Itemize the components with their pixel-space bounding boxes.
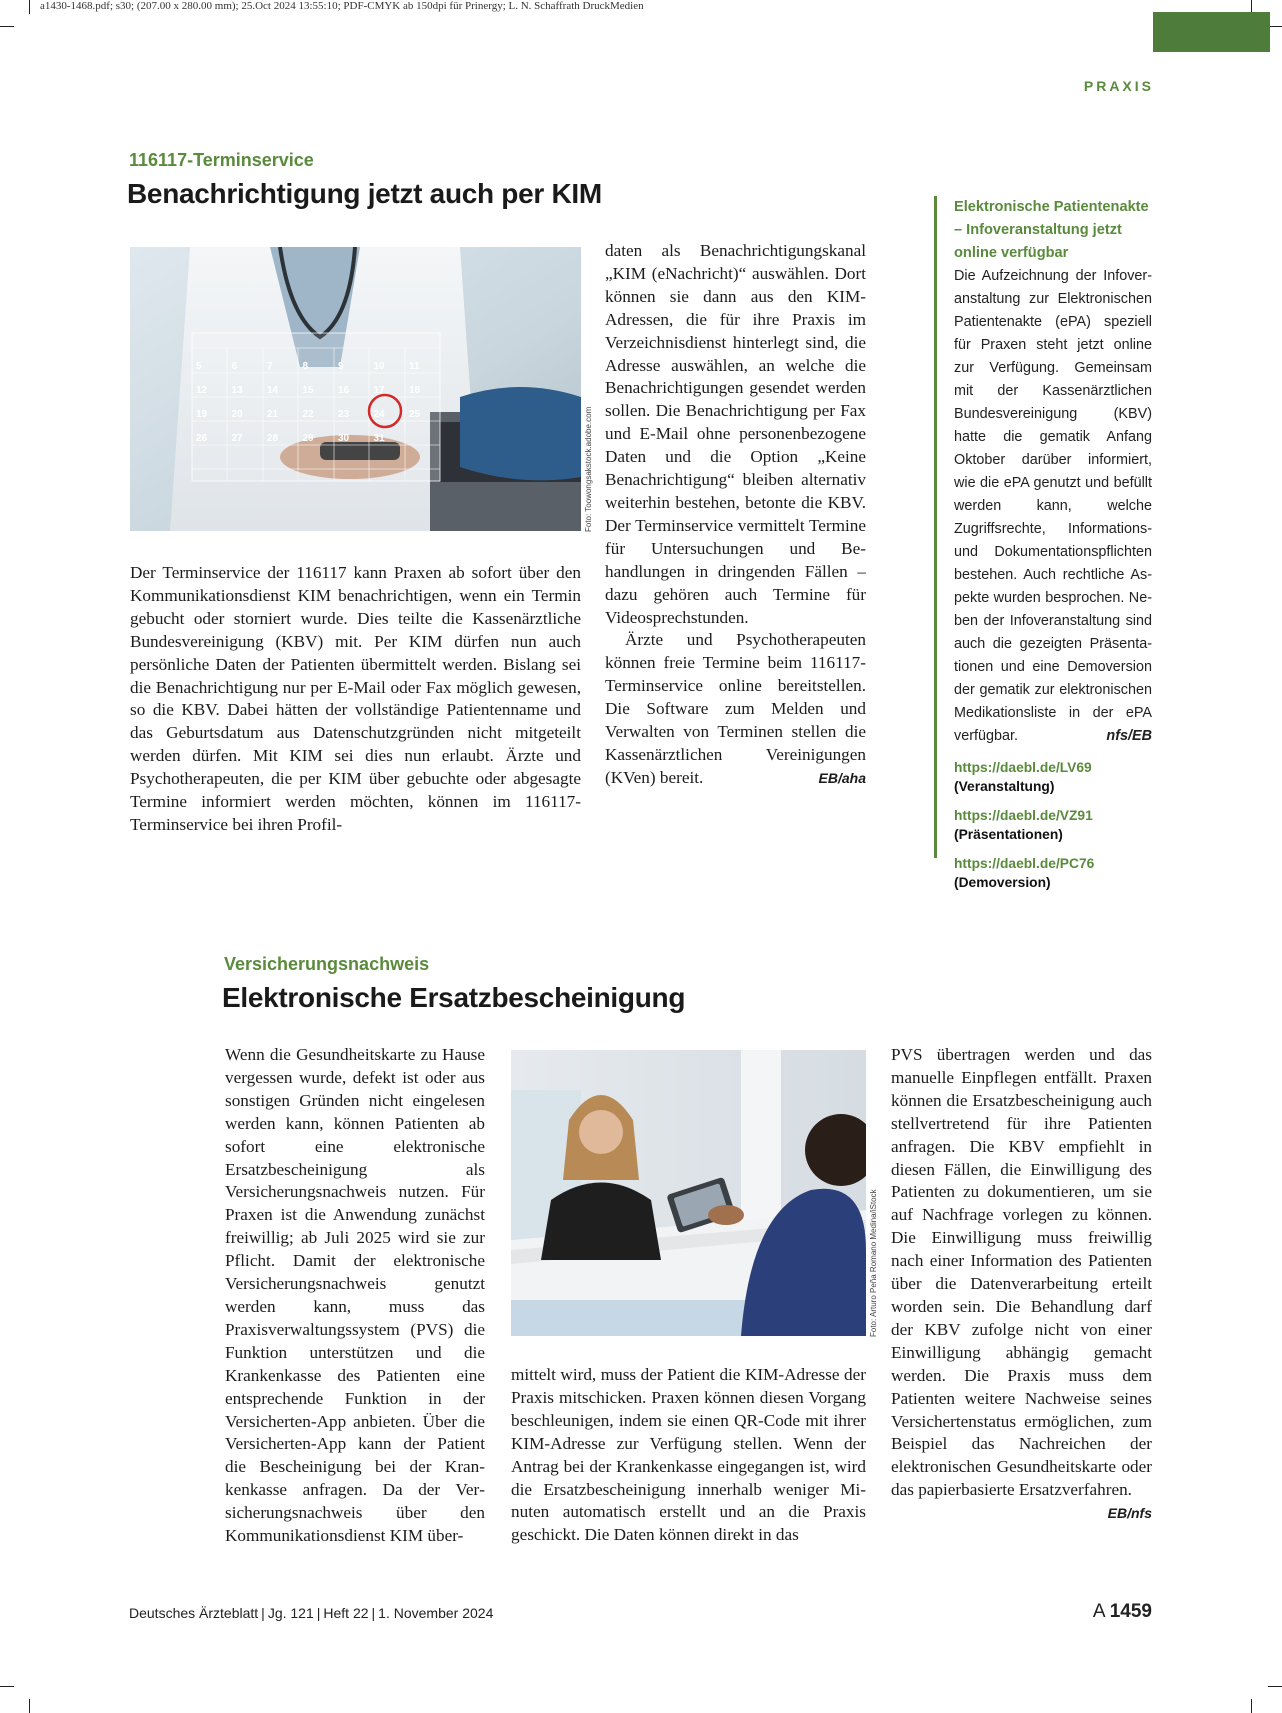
calendar-day: 26	[196, 433, 208, 444]
article2-column-3	[891, 1044, 1152, 1525]
calendar-day: 20	[231, 409, 243, 420]
article2-headline: Elektronische Ersatzbescheinigung	[222, 982, 686, 1013]
crop-mark	[0, 26, 14, 27]
article1-paragraph: Ärzte und Psychotherapeuten können freie Termine beim 116117-Terminservice online bereitstellen. Die Software zum Melden und Verwalten von Terminen stellen die Kassenärztlichen Vereinigungen (KVen) bereit.	[605, 630, 866, 787]
footer-issue: Heft 22	[323, 1605, 369, 1621]
article2-signature: EB/nfs	[1107, 1505, 1152, 1522]
article2-paragraph: PVS übertragen werden und das manuelle Einpflegen entfällt. Praxen können die Ersatzbescheinigung auch stellvertretend für ihre Patienten anfragen. Die KBV empfiehlt in diesen Fällen, die Einwilligung des Patienten zu dokumentieren, um sie auf Nachfrage vorlegen zu können. Die Einwilligung muss freiwillig nach einer Information des Patienten über die Datenverarbeitung erteilt worden sein. Die Behandlung darf der KBV zufolge nicht von einer Einwilligung abhängig gemacht werden. Die Praxis muss dem Patienten weitere Nachweise seines Versichertenstatus ermöglichen, zum Beispiel das Nachreichen der elektronischen Gesundheitskarte oder das papierbasierte Ersatzverfahren.	[891, 1045, 1152, 1500]
crop-mark	[29, 1699, 30, 1713]
article2-kicker: Versicherungsnachweis	[224, 954, 430, 974]
article1-signature: EB/aha	[818, 769, 866, 786]
info-box-body: Die Aufzeichnung der Infoveranstaltung zur Elektronischen Patientenakte (ePA) speziell für Praxen steht jetzt online zur Verfügung. Gemeinsam mit der Kassenärztlichen Bundesvereinigung (KBV) hatte die gematik Anfang Oktober darüber informiert, wie die ePA genutzt und befüllt werden kann, welche Zugriffsrechte, Informations- und Dokumentationspflichten bestehen. Auch rechtliche Aspekte wurden besprochen. Neben der Infoveranstaltung sind auch die gezeigten Präsentationen und eine Demoversion der gematik zur elektronischen Medikationsliste in der ePA verfügbar.	[954, 268, 1152, 744]
link-praesentationen[interactable]: https://daebl.de/VZ91	[954, 808, 1093, 823]
link-note: (Demoversion)	[954, 875, 1051, 890]
article1-paragraph: daten als Benachrichtigungskanal „KIM (eNachricht)“ auswählen. Dort können sie dann aus den KIM-Adressen, die für ihre Praxis im Verzeichnisdienst hinterlegt sind, die Adresse auswählen, an welche die Benachrichtigungen gesendet werden sollen. Die Benachrichtigung per Fax und E-Mail ohne personenbezogene Daten und die Option „Keine Benachrichtigung“ bleiben alternativ weiterhin bestehen, betonte die KBV. Der Terminservice vermittelt Termine für Untersuchungen und Behandlungen in dringenden Fällen – dazu gehören auch Termine für Videosprechstunden.	[605, 241, 866, 627]
footer-journal: Deutsches Ärzteblatt	[129, 1605, 259, 1621]
calendar-day: 14	[267, 385, 279, 396]
calendar-day: 17	[373, 385, 385, 396]
article2-paragraph: mittelt wird, muss der Patient die KIM-Adresse der Praxis mitschicken. Praxen können diesen Vorgang beschleunigen, indem sie einen QR-Code mit ihrer KIM-Adresse zur Verfügung stellen. Wenn der Antrag bei der Krankenkasse eingegangen ist, wird die Ersatzbescheinigung innerhalb weniger Minuten automatisch erstellt und an die Praxis geschickt. Die Daten können direkt in das	[511, 1365, 866, 1545]
page-prefix: A	[1092, 1601, 1105, 1622]
calendar-day: 21	[267, 409, 279, 420]
link-note: (Veranstaltung)	[954, 779, 1055, 794]
link-note: (Präsentationen)	[954, 827, 1063, 842]
calendar-day: 19	[196, 409, 208, 420]
calendar-day: 7	[267, 361, 273, 372]
calendar-day: 31	[373, 433, 385, 444]
calendar-day: 16	[338, 385, 350, 396]
calendar-day: 23	[338, 409, 350, 420]
crop-mark	[29, 0, 30, 14]
calendar-day: 29	[302, 433, 314, 444]
crop-mark	[1251, 1699, 1252, 1713]
article2-paragraph: Wenn die Gesundheitskarte zu Hause vergessen wurde, defekt ist oder aus sonstigen Gründen nicht eingelesen werden kann, können Patienten ab sofort eine elektronische Ersatzbescheinigung als Versicherungsnachweis nutzen. Für Praxen ist die Anwendung zunächst freiwillig; ab Juli 2025 wird sie zur Pflicht. Damit der elektronische Versicherungsnachweis genutzt werden kann, muss das Praxisverwaltungssystem (PVS) die Funktion unterstützen und die Krankenkasse des Patienten eine entsprechende Funktion in der Versicherten-App anbieten. Über die Versicherten-App kann der Patient die Bescheinigung bei der Krankenkasse anfragen. Da der Versicherungsnachweis über den Kommunikationsdienst KIM über-	[225, 1045, 485, 1546]
reception-desk-illustration	[511, 1050, 866, 1336]
calendar-day: 24	[373, 409, 385, 420]
page-footer: Deutsches Ärzteblatt | Jg. 121 | Heft 22 | 1. November 2024 A 1459	[129, 1601, 1152, 1622]
info-box-title: Elektronische Patientenakte – Infoveranstaltung jetzt online verfügbar	[954, 199, 1149, 261]
crop-mark	[0, 1686, 14, 1687]
section-label: PRAXIS	[1083, 78, 1154, 94]
article1-paragraph: Der Terminservice der 116117 kann Praxen ab sofort über den Kommunikationsdienst KIM benachrichtigen, wenn ein Termin gebucht oder storniert wurde. Dies teilte die Kassenärztliche Bundesvereinigung (KBV) mit. Per KIM dürfen nun auch persönliche Daten der Patienten übermittelt werden. Bislang sei die Benachrichtigung nur per E-Mail oder Fax möglich gewesen, so die KBV. Dabei hätten der vollständige Patientenname und das Geburtsdatum aus Datenschutzgründen nicht mitgeteilt werden dürfen. Mit KIM sei dies nun erlaubt. Ärzte und Psychotherapeuten, die per KIM über gebuchte oder abgesagte Termine informiert werden möchten, können im 116117-Terminservice bei ihren Profil-	[130, 563, 581, 834]
calendar-day: 13	[231, 385, 243, 396]
link-veranstaltung[interactable]: https://daebl.de/LV69	[954, 760, 1092, 775]
article1-photo-credit: Foto: Toowongsakstock.adobe.com	[584, 406, 593, 532]
calendar-day: 6	[231, 361, 238, 372]
article1-headline: Benachrichtigung jetzt auch per KIM	[127, 178, 602, 209]
section-color-bar	[1153, 12, 1270, 52]
calendar-day: 15	[302, 385, 314, 396]
calendar-day: 8	[302, 361, 309, 372]
info-box-link-item	[954, 806, 1152, 844]
article2-photo-credit: Foto: Arturo Peña Romano Medina/iStock	[869, 1189, 878, 1337]
info-box-signature: nfs/EB	[1106, 728, 1152, 744]
crop-mark	[1268, 26, 1282, 27]
footer-date: 1. November 2024	[378, 1605, 494, 1621]
epa-info-box	[934, 196, 1152, 890]
article1-kicker: 116117-Terminservice	[129, 150, 314, 170]
crop-mark	[1268, 1686, 1282, 1687]
calendar-day: 22	[302, 409, 314, 420]
calendar-day: 28	[267, 433, 279, 444]
calendar-day: 9	[338, 361, 344, 372]
calendar-day: 25	[409, 409, 421, 420]
article1-column-2	[605, 240, 866, 790]
print-metadata: a1430-1468.pdf; s30; (207.00 x 280.00 mm); 25.Oct 2024 13:55:10; PDF-CMYK ab 150dpi für Prinergy; L. N. Schaffrath DruckMedien	[40, 0, 644, 12]
calendar-day: 27	[231, 433, 243, 444]
calendar-day: 10	[373, 361, 385, 372]
article2-photo	[511, 1050, 866, 1336]
article1-column-1	[130, 562, 581, 837]
article2-column-2	[511, 1364, 866, 1547]
calendar-day: 11	[409, 361, 420, 372]
info-box-link-item	[954, 854, 1152, 892]
page-number	[1093, 1601, 1152, 1623]
doctor-calendar-illustration	[130, 247, 581, 531]
footer-volume: Jg. 121	[267, 1605, 314, 1621]
link-demoversion[interactable]: https://daebl.de/PC76	[954, 856, 1095, 871]
article2-column-1	[225, 1044, 485, 1548]
article1-photo	[130, 247, 581, 531]
calendar-day: 30	[338, 433, 350, 444]
info-box-link-item	[954, 758, 1152, 796]
page-number-value: 1459	[1109, 1601, 1152, 1622]
calendar-day: 5	[196, 361, 202, 372]
calendar-day: 12	[196, 385, 208, 396]
calendar-day: 18	[409, 385, 421, 396]
